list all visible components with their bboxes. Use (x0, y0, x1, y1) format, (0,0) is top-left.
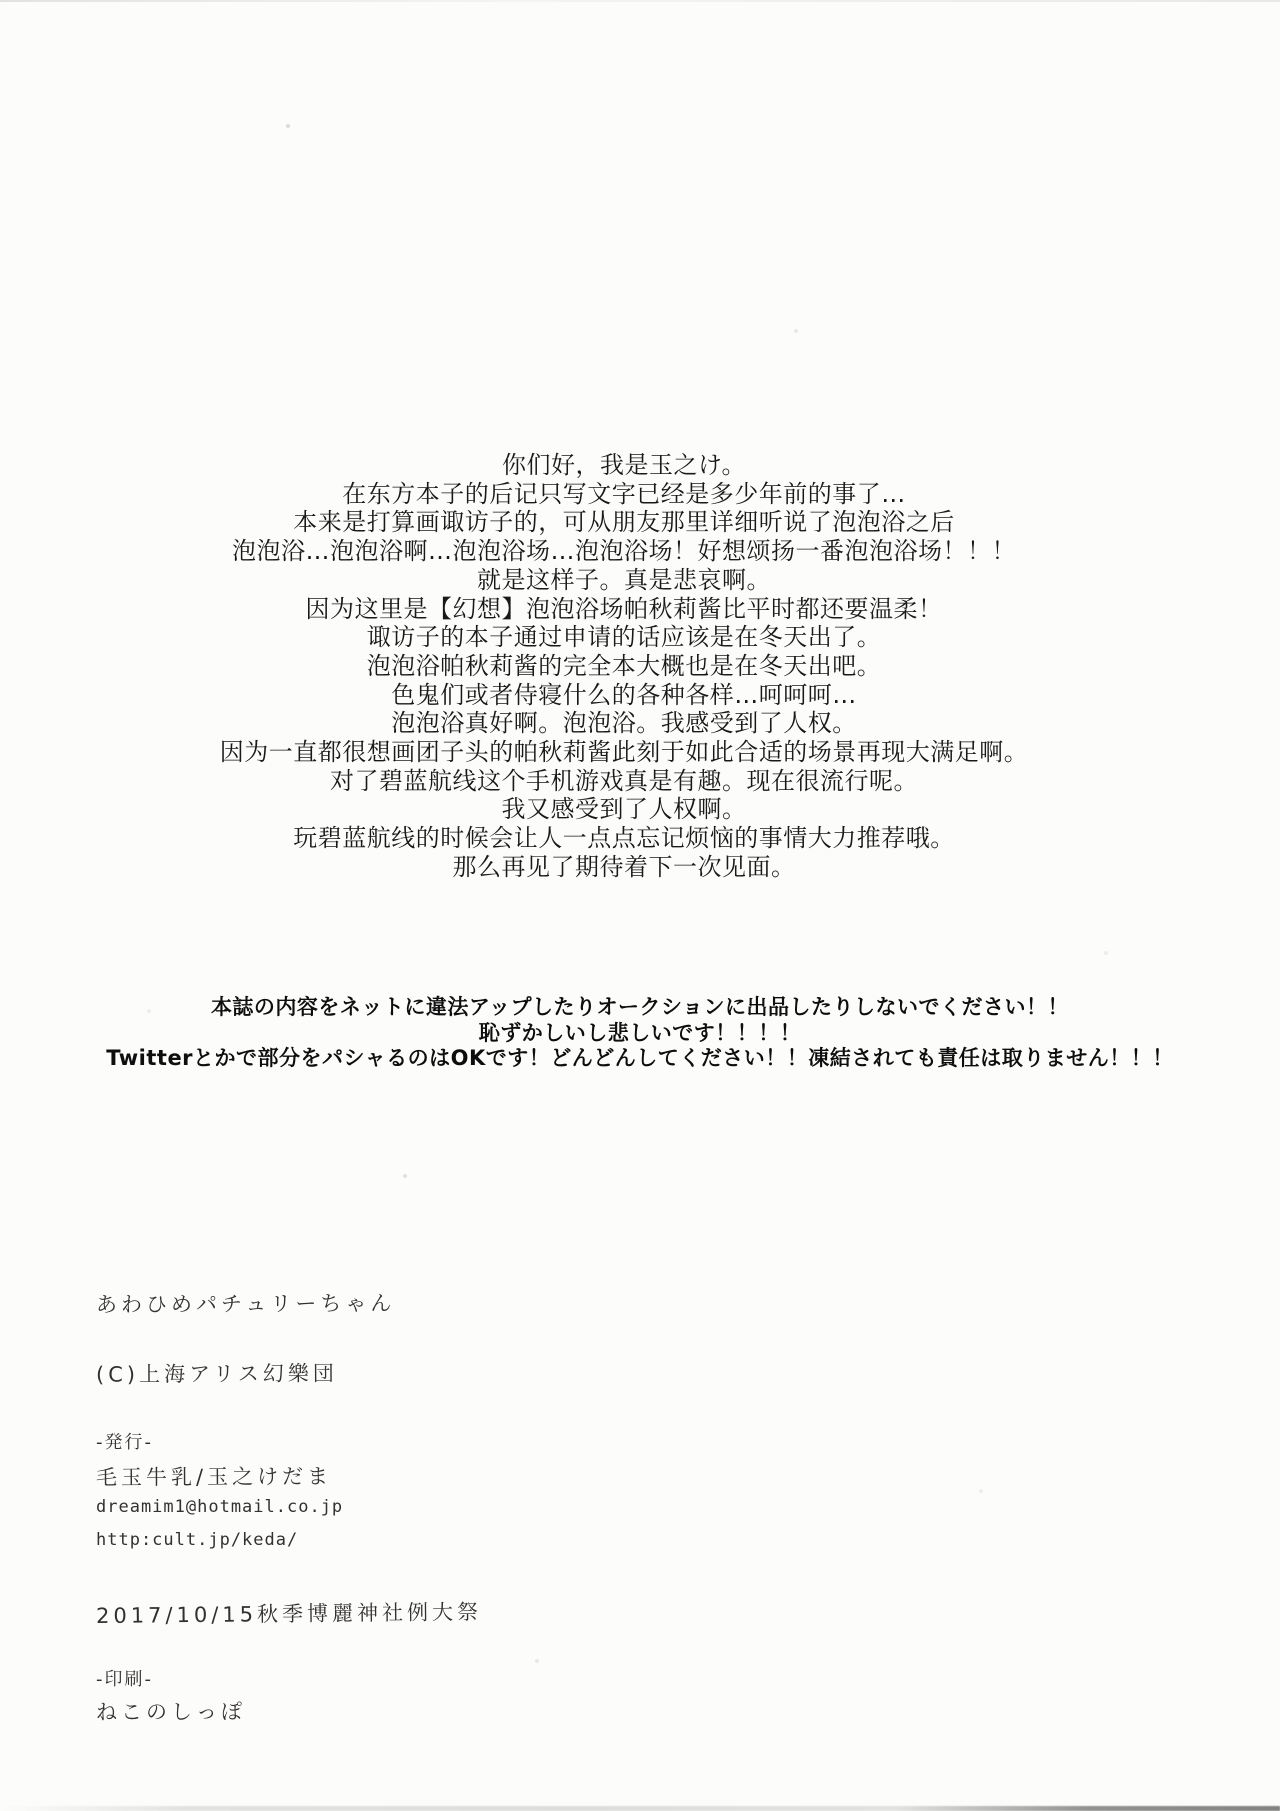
afterword-line: 泡泡浴真好啊。泡泡浴。我感受到了人权。 (391, 709, 857, 738)
event-date: 2017/10/15秋季博麗神社例大祭 (95, 1599, 483, 1629)
afterword-line: 本来是打算画诹访子的，可从朋友那里详细听说了泡泡浴之后 (293, 508, 955, 537)
copyright-line: (C)上海アリス幻樂団 (95, 1361, 338, 1387)
afterword-line: 那么再见了期待着下一次见面。 (452, 852, 796, 881)
afterword-line: 色鬼们或者侍寝什么的各种各样…呵呵呵… (391, 680, 857, 709)
afterword-line: 你们好，我是玉之け。 (501, 451, 747, 479)
publisher-label: -発行- (96, 1432, 153, 1453)
afterword-line: 泡泡浴帕秋莉酱的完全本大概也是在冬天出吧。 (366, 651, 882, 680)
afterword-line: 我又感受到了人权啊。 (501, 795, 747, 824)
publisher-name: 毛玉牛乳/玉之けだま (95, 1464, 333, 1490)
notice-line: 恥ずかしいし悲しいです！！！！ (478, 1020, 802, 1045)
printer-name: ねこのしっぽ (95, 1699, 247, 1725)
notice-line: Twitterとかで部分をパシャるのはOKです！どんどんしてください！！凍結されても責任は取りません！！！ (106, 1046, 1174, 1070)
website-url: http:cult.jp/keda/ (96, 1530, 299, 1550)
afterword-line: 因为这里是【幻想】泡泡浴场帕秋莉酱比平时都还要温柔！ (305, 594, 943, 623)
work-title: あわひめパチュリーちゃん (95, 1291, 396, 1317)
afterword-line: 在东方本子的后记只写文字已经是多少年前的事了… (342, 479, 906, 508)
scan-edge-top (0, 0, 1280, 2)
afterword-line: 就是这样子。真是悲哀啊。 (477, 565, 771, 594)
scan-edge-bottom (0, 1806, 1280, 1811)
contact-email: dreamim1@hotmail.co.jp (96, 1497, 344, 1517)
afterword-line: 对了碧蓝航线这个手机游戏真是有趣。现在很流行呢。 (330, 766, 918, 795)
printer-label: -印刷- (96, 1669, 153, 1690)
afterword-line: 诹访子的本子通过申请的话应该是在冬天出了。 (366, 623, 882, 652)
afterword-line: 因为一直都很想画团子头的帕秋莉酱此刻于如此合适的场景再现大满足啊。 (219, 738, 1029, 767)
afterword-line: 玩碧蓝航线的时候会让人一点点忘记烦恼的事情大力推荐哦。 (293, 824, 955, 853)
afterword-line: 泡泡浴…泡泡浴啊…泡泡浴场…泡泡浴场！好想颂扬一番泡泡浴场！！！ (232, 537, 1016, 566)
notice-line: 本誌の内容をネットに違法アップしたりオークションに出品したりしないでください！！ (210, 995, 1070, 1019)
piracy-notice-block (0, 995, 1280, 1072)
afterword-text-block (0, 451, 1248, 882)
scan-speckles (0, 0, 2, 2)
